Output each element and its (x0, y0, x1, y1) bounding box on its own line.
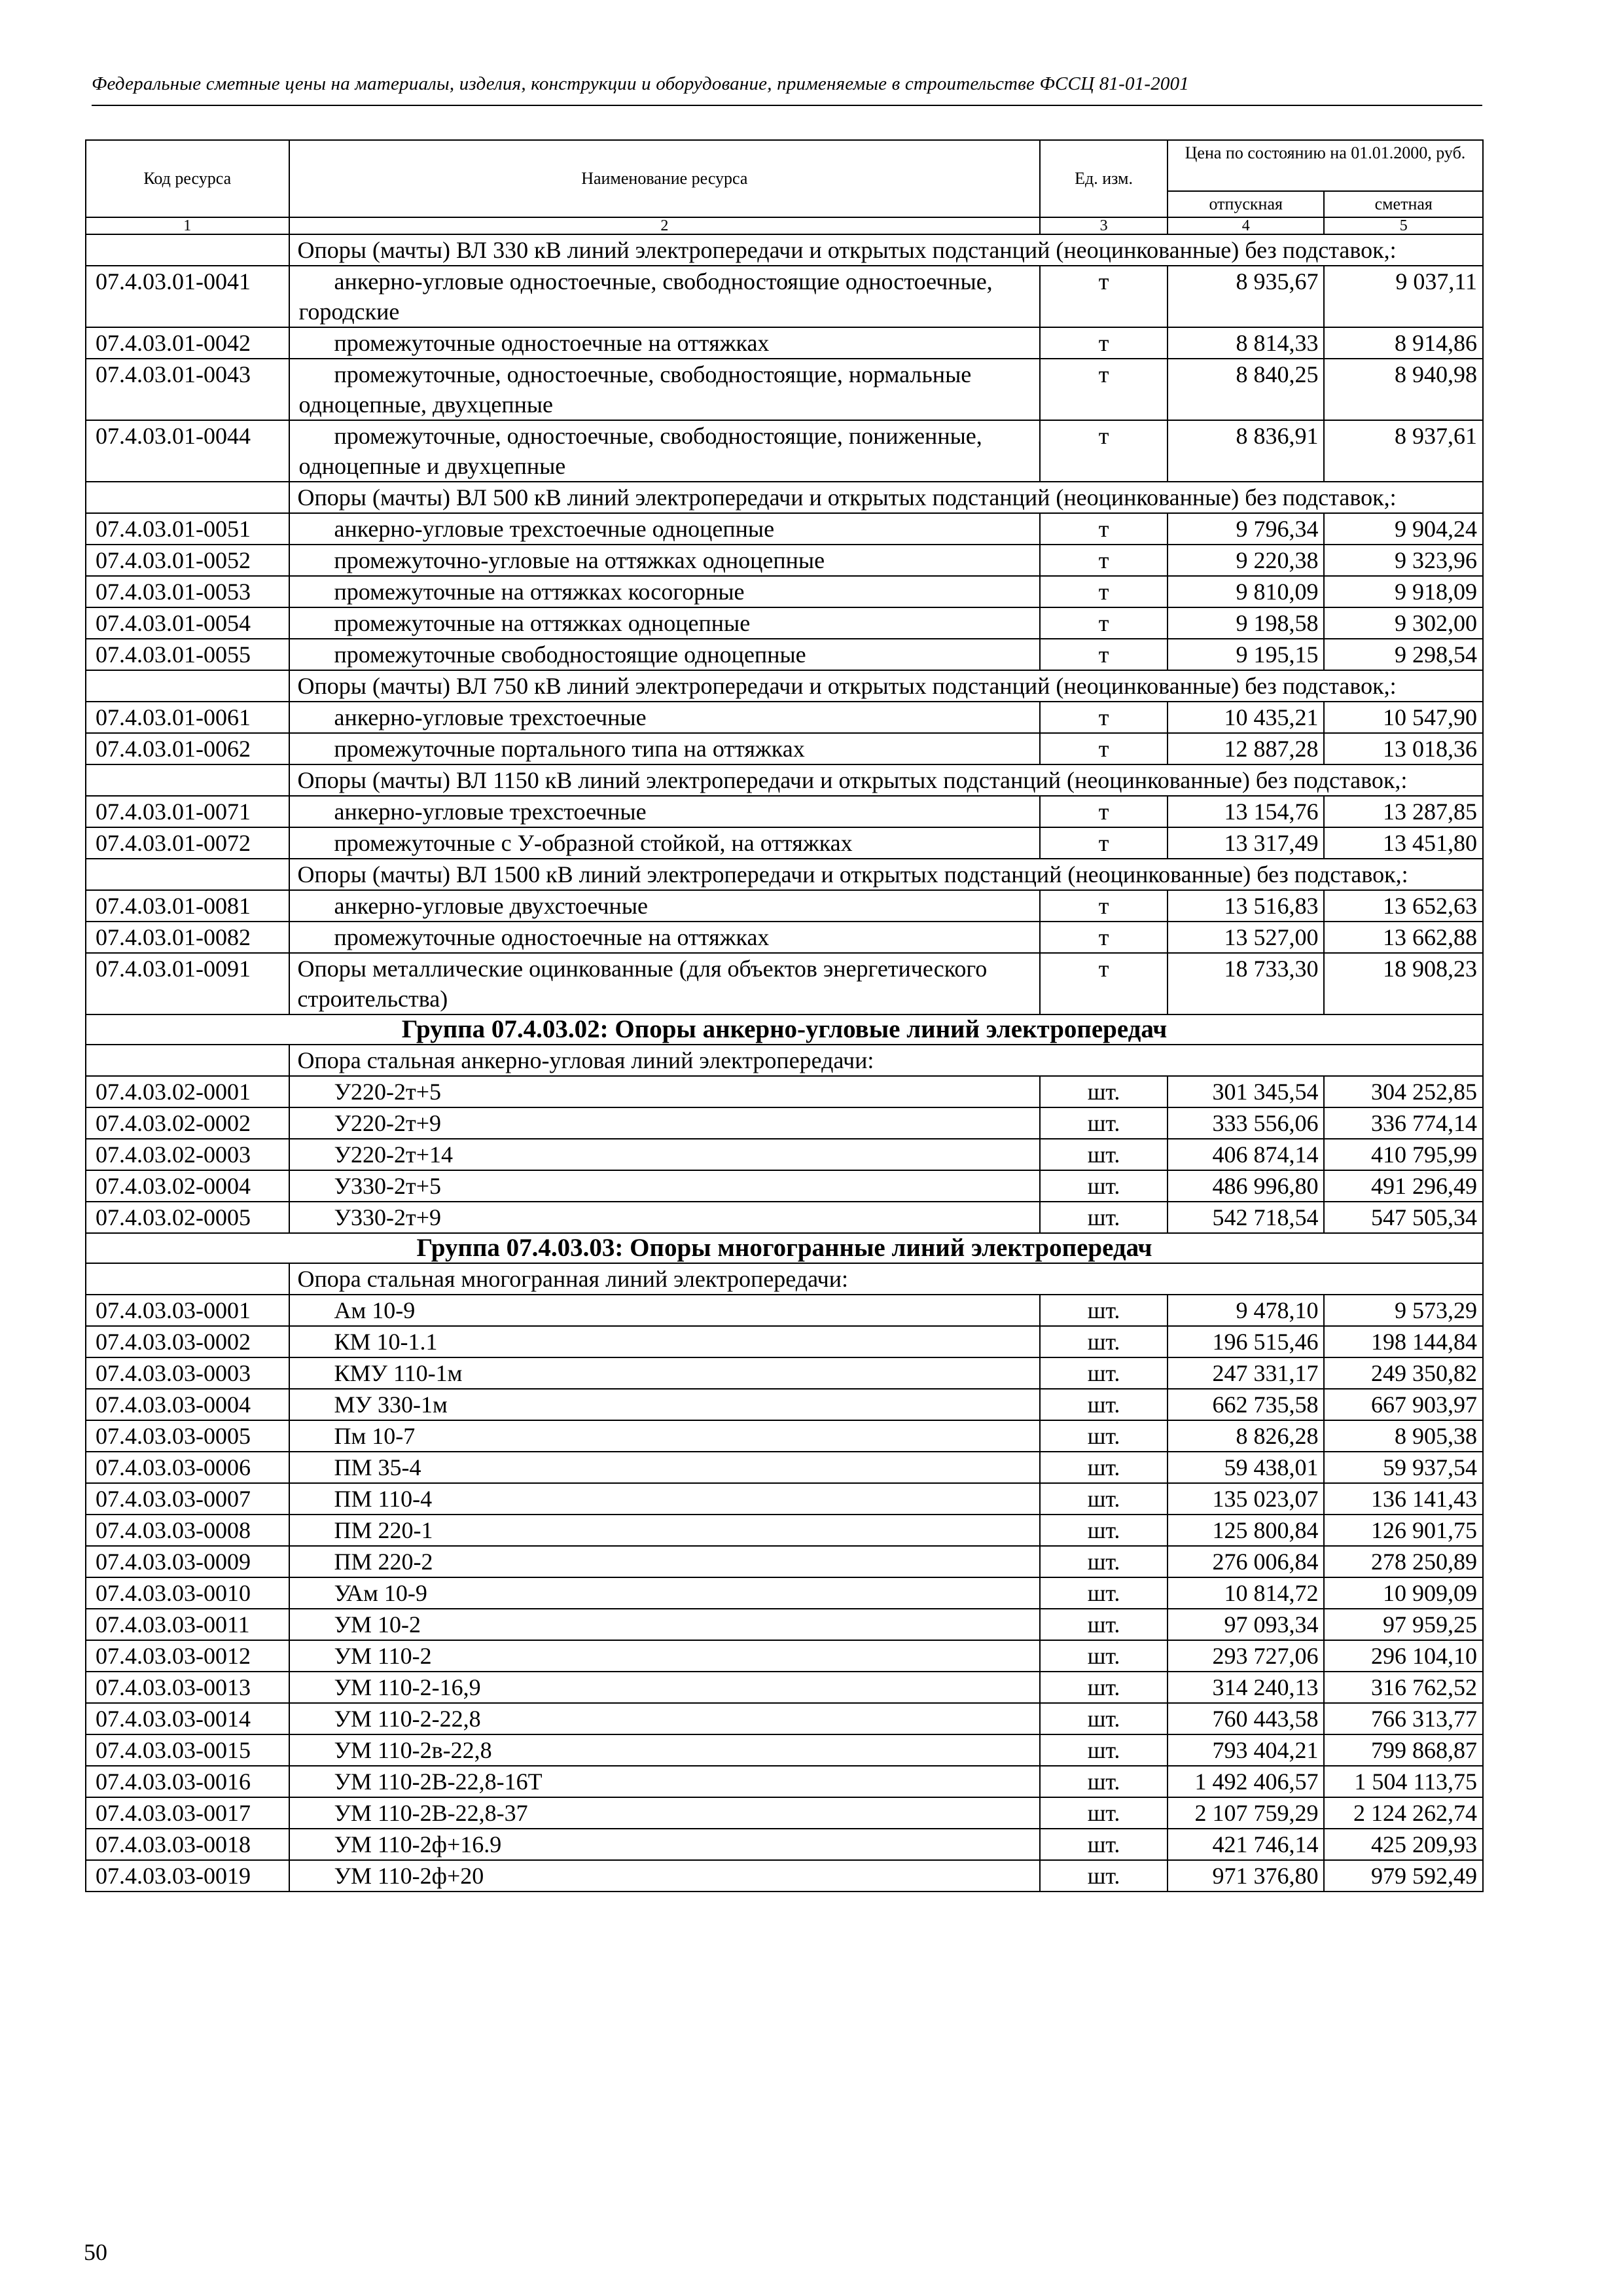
resource-code: 07.4.03.01-0042 (86, 327, 289, 359)
unit-cell: шт. (1040, 1640, 1168, 1672)
price-release: 8 840,25 (1168, 359, 1324, 420)
resource-name: ПМ 35-4 (289, 1452, 1041, 1483)
resource-code: 07.4.03.03-0015 (86, 1734, 289, 1766)
unit-cell: шт. (1040, 1420, 1168, 1452)
unit-cell: шт. (1040, 1076, 1168, 1107)
unit-cell: шт. (1040, 1107, 1168, 1139)
resource-code: 07.4.03.01-0072 (86, 827, 289, 859)
price-release: 486 996,80 (1168, 1170, 1324, 1202)
resource-code: 07.4.03.03-0002 (86, 1326, 289, 1357)
resource-code: 07.4.03.03-0008 (86, 1515, 289, 1546)
price-release: 333 556,06 (1168, 1107, 1324, 1139)
resource-code: 07.4.03.03-0014 (86, 1703, 289, 1734)
resource-name: анкерно-угловые трехстоечные (289, 796, 1041, 827)
price-estimate: 136 141,43 (1324, 1483, 1483, 1515)
price-release: 314 240,13 (1168, 1672, 1324, 1703)
unit-cell: шт. (1040, 1357, 1168, 1389)
code-cell (86, 482, 289, 513)
table-row (86, 922, 1483, 953)
resource-name: У220-2т+5 (289, 1076, 1041, 1107)
table-row (86, 1420, 1483, 1452)
table-row (86, 1107, 1483, 1139)
section-row (86, 670, 1483, 702)
price-estimate: 97 959,25 (1324, 1609, 1483, 1640)
table-row (86, 1672, 1483, 1703)
unit-cell: т (1040, 922, 1168, 953)
resource-name: анкерно-угловые трехстоечные (289, 702, 1041, 733)
table-row (86, 1202, 1483, 1233)
unit-cell: т (1040, 266, 1168, 327)
price-estimate: 126 901,75 (1324, 1515, 1483, 1546)
table-row (86, 420, 1483, 482)
unit-cell: т (1040, 576, 1168, 607)
resource-name: Опоры металлические оцинкованные (для объектов энергетического строительства) (289, 953, 1041, 1014)
resource-name: Ам 10-9 (289, 1295, 1041, 1326)
unit-cell: т (1040, 545, 1168, 576)
price-estimate: 8 914,86 (1324, 327, 1483, 359)
price-release: 10 814,72 (1168, 1577, 1324, 1609)
resource-name: ПМ 220-1 (289, 1515, 1041, 1546)
table-row (86, 1452, 1483, 1483)
resource-name: ПМ 220-2 (289, 1546, 1041, 1577)
table-row (86, 827, 1483, 859)
resource-name: УМ 110-2-16,9 (289, 1672, 1041, 1703)
resource-code: 07.4.03.01-0051 (86, 513, 289, 545)
table-row (86, 796, 1483, 827)
price-release: 793 404,21 (1168, 1734, 1324, 1766)
price-release: 18 733,30 (1168, 953, 1324, 1014)
unit-cell: шт. (1040, 1170, 1168, 1202)
section-title: Опора стальная многогранная линий электропередачи: (289, 1263, 1484, 1295)
section-row (86, 859, 1483, 890)
header-rule (92, 105, 1482, 106)
table-row (86, 702, 1483, 733)
price-estimate: 13 652,63 (1324, 890, 1483, 922)
table-row (86, 1797, 1483, 1829)
resource-name: МУ 330-1м (289, 1389, 1041, 1420)
table-row (86, 327, 1483, 359)
resource-code: 07.4.03.02-0005 (86, 1202, 289, 1233)
price-release: 9 796,34 (1168, 513, 1324, 545)
price-estimate: 296 104,10 (1324, 1640, 1483, 1672)
unit-cell: шт. (1040, 1452, 1168, 1483)
resource-name: У220-2т+9 (289, 1107, 1041, 1139)
code-cell (86, 1263, 289, 1295)
page-number: 50 (84, 2239, 107, 2265)
unit-cell: шт. (1040, 1546, 1168, 1577)
price-estimate: 8 937,61 (1324, 420, 1483, 482)
table-row (86, 1515, 1483, 1546)
unit-cell: шт. (1040, 1672, 1168, 1703)
price-release: 9 198,58 (1168, 607, 1324, 639)
resource-name: УМ 110-2в-22,8 (289, 1734, 1041, 1766)
resource-code: 07.4.03.01-0061 (86, 702, 289, 733)
unit-cell: т (1040, 733, 1168, 764)
table-row (86, 266, 1483, 327)
section-title: Опоры (мачты) ВЛ 1500 кВ линий электропередачи и открытых подстанций (неоцинкованные) без подставок,: (289, 859, 1484, 890)
unit-cell: т (1040, 420, 1168, 482)
price-table (85, 139, 1484, 1892)
resource-code: 07.4.03.03-0005 (86, 1420, 289, 1452)
section-title: Опора стальная анкерно-угловая линий электропередачи: (289, 1045, 1484, 1076)
resource-code: 07.4.03.03-0016 (86, 1766, 289, 1797)
column-number: 3 (1040, 217, 1168, 234)
price-release: 13 317,49 (1168, 827, 1324, 859)
resource-name: УМ 10-2 (289, 1609, 1041, 1640)
resource-name: анкерно-угловые одностоечные, свободностоящие одностоечные, городские (289, 266, 1041, 327)
resource-code: 07.4.03.02-0003 (86, 1139, 289, 1170)
price-estimate: 9 918,09 (1324, 576, 1483, 607)
price-release: 1 492 406,57 (1168, 1766, 1324, 1797)
price-release: 662 735,58 (1168, 1389, 1324, 1420)
resource-name: анкерно-угловые трехстоечные одноцепные (289, 513, 1041, 545)
price-estimate: 9 904,24 (1324, 513, 1483, 545)
price-estimate: 9 298,54 (1324, 639, 1483, 670)
header-price-release: отпускная (1168, 191, 1324, 217)
resource-name: УАм 10-9 (289, 1577, 1041, 1609)
unit-cell: т (1040, 327, 1168, 359)
resource-name: промежуточные, одностоечные, свободностоящие, пониженные, одноцепные и двухцепные (289, 420, 1041, 482)
unit-cell: шт. (1040, 1577, 1168, 1609)
resource-code: 07.4.03.01-0071 (86, 796, 289, 827)
price-release: 196 515,46 (1168, 1326, 1324, 1357)
price-estimate: 667 903,97 (1324, 1389, 1483, 1420)
resource-code: 07.4.03.01-0062 (86, 733, 289, 764)
table-row (86, 1577, 1483, 1609)
resource-name: промежуточные, одностоечные, свободностоящие, нормальные одноцепные, двухцепные (289, 359, 1041, 420)
table-row (86, 513, 1483, 545)
price-estimate: 766 313,77 (1324, 1703, 1483, 1734)
unit-cell: т (1040, 827, 1168, 859)
column-number: 1 (86, 217, 289, 234)
table-row (86, 1483, 1483, 1515)
resource-name: анкерно-угловые двухстоечные (289, 890, 1041, 922)
unit-cell: шт. (1040, 1797, 1168, 1829)
unit-cell: шт. (1040, 1734, 1168, 1766)
section-row (86, 1263, 1483, 1295)
resource-name: промежуточные одностоечные на оттяжках (289, 922, 1041, 953)
header-unit: Ед. изм. (1040, 140, 1168, 217)
price-release: 9 810,09 (1168, 576, 1324, 607)
price-estimate: 278 250,89 (1324, 1546, 1483, 1577)
price-estimate: 13 662,88 (1324, 922, 1483, 953)
resource-code: 07.4.03.01-0055 (86, 639, 289, 670)
price-release: 8 935,67 (1168, 266, 1324, 327)
price-release: 8 826,28 (1168, 1420, 1324, 1452)
unit-cell: т (1040, 890, 1168, 922)
price-estimate: 13 287,85 (1324, 796, 1483, 827)
column-number: 2 (289, 217, 1041, 234)
resource-code: 07.4.03.03-0006 (86, 1452, 289, 1483)
price-estimate: 9 323,96 (1324, 545, 1483, 576)
code-cell (86, 1045, 289, 1076)
unit-cell: т (1040, 639, 1168, 670)
resource-code: 07.4.03.03-0013 (86, 1672, 289, 1703)
group-heading-row (86, 1233, 1483, 1263)
resource-name: промежуточные портального типа на оттяжках (289, 733, 1041, 764)
header-price-estimate: сметная (1324, 191, 1483, 217)
table-row (86, 1295, 1483, 1326)
unit-cell: т (1040, 359, 1168, 420)
section-row (86, 1045, 1483, 1076)
resource-name: промежуточные с У-образной стойкой, на оттяжках (289, 827, 1041, 859)
section-title: Опоры (мачты) ВЛ 500 кВ линий электропередачи и открытых подстанций (неоцинкованные) без подставок,: (289, 482, 1484, 513)
code-cell (86, 670, 289, 702)
resource-code: 07.4.03.03-0001 (86, 1295, 289, 1326)
table-row (86, 1829, 1483, 1860)
price-release: 10 435,21 (1168, 702, 1324, 733)
table-row (86, 1326, 1483, 1357)
resource-code: 07.4.03.01-0052 (86, 545, 289, 576)
group-title: Группа 07.4.03.03: Опоры многогранные линий электропередач (86, 1233, 1483, 1263)
price-release: 406 874,14 (1168, 1139, 1324, 1170)
code-cell (86, 234, 289, 266)
resource-name: промежуточные одностоечные на оттяжках (289, 327, 1041, 359)
header-price: Цена по состоянию на 01.01.2000, руб. (1168, 140, 1483, 191)
resource-code: 07.4.03.03-0011 (86, 1609, 289, 1640)
resource-name: промежуточные свободностоящие одноцепные (289, 639, 1041, 670)
price-estimate: 979 592,49 (1324, 1860, 1483, 1892)
price-release: 135 023,07 (1168, 1483, 1324, 1515)
price-release: 13 527,00 (1168, 922, 1324, 953)
price-estimate: 10 909,09 (1324, 1577, 1483, 1609)
unit-cell: шт. (1040, 1515, 1168, 1546)
unit-cell: шт. (1040, 1609, 1168, 1640)
resource-name: У330-2т+9 (289, 1202, 1041, 1233)
table-row (86, 1703, 1483, 1734)
resource-code: 07.4.03.03-0019 (86, 1860, 289, 1892)
resource-name: У330-2т+5 (289, 1170, 1041, 1202)
resource-code: 07.4.03.03-0018 (86, 1829, 289, 1860)
resource-name: УМ 110-2 (289, 1640, 1041, 1672)
resource-name: УМ 110-2В-22,8-16Т (289, 1766, 1041, 1797)
price-release: 9 220,38 (1168, 545, 1324, 576)
code-cell (86, 859, 289, 890)
unit-cell: шт. (1040, 1326, 1168, 1357)
price-estimate: 249 350,82 (1324, 1357, 1483, 1389)
resource-code: 07.4.03.01-0091 (86, 953, 289, 1014)
table-row (86, 1609, 1483, 1640)
group-heading-row (86, 1014, 1483, 1045)
resource-code: 07.4.03.03-0012 (86, 1640, 289, 1672)
table-row (86, 733, 1483, 764)
unit-cell: т (1040, 702, 1168, 733)
table-row (86, 1170, 1483, 1202)
price-estimate: 59 937,54 (1324, 1452, 1483, 1483)
price-estimate: 13 018,36 (1324, 733, 1483, 764)
price-release: 293 727,06 (1168, 1640, 1324, 1672)
resource-name: промежуточные на оттяжках косогорные (289, 576, 1041, 607)
price-release: 421 746,14 (1168, 1829, 1324, 1860)
table-row (86, 1389, 1483, 1420)
price-release: 125 800,84 (1168, 1515, 1324, 1546)
unit-cell: шт. (1040, 1483, 1168, 1515)
table-row (86, 1546, 1483, 1577)
resource-name: промежуточные на оттяжках одноцепные (289, 607, 1041, 639)
resource-code: 07.4.03.02-0002 (86, 1107, 289, 1139)
table-row (86, 545, 1483, 576)
section-row (86, 482, 1483, 513)
price-release: 971 376,80 (1168, 1860, 1324, 1892)
price-estimate: 10 547,90 (1324, 702, 1483, 733)
resource-name: ПМ 110-4 (289, 1483, 1041, 1515)
price-estimate: 18 908,23 (1324, 953, 1483, 1014)
section-row (86, 234, 1483, 266)
unit-cell: шт. (1040, 1295, 1168, 1326)
group-title: Группа 07.4.03.02: Опоры анкерно-угловые линий электропередач (86, 1014, 1483, 1045)
column-number: 5 (1324, 217, 1483, 234)
price-estimate: 9 302,00 (1324, 607, 1483, 639)
price-estimate: 8 940,98 (1324, 359, 1483, 420)
price-release: 542 718,54 (1168, 1202, 1324, 1233)
unit-cell: т (1040, 513, 1168, 545)
resource-name: УМ 110-2ф+16.9 (289, 1829, 1041, 1860)
table-row (86, 607, 1483, 639)
price-estimate: 13 451,80 (1324, 827, 1483, 859)
running-title: Федеральные сметные цены на материалы, изделия, конструкции и оборудование, применяемые в строительстве ФССЦ 81-01-2001 (92, 73, 1190, 94)
price-estimate: 547 505,34 (1324, 1202, 1483, 1233)
unit-cell: шт. (1040, 1829, 1168, 1860)
price-estimate: 316 762,52 (1324, 1672, 1483, 1703)
resource-code: 07.4.03.01-0041 (86, 266, 289, 327)
price-estimate: 304 252,85 (1324, 1076, 1483, 1107)
unit-cell: шт. (1040, 1389, 1168, 1420)
price-release: 760 443,58 (1168, 1703, 1324, 1734)
price-estimate: 491 296,49 (1324, 1170, 1483, 1202)
resource-code: 07.4.03.01-0043 (86, 359, 289, 420)
price-release: 13 154,76 (1168, 796, 1324, 827)
table-row (86, 1076, 1483, 1107)
table-row (86, 1640, 1483, 1672)
price-estimate: 799 868,87 (1324, 1734, 1483, 1766)
unit-cell: шт. (1040, 1202, 1168, 1233)
price-release: 247 331,17 (1168, 1357, 1324, 1389)
resource-name: УМ 110-2В-22,8-37 (289, 1797, 1041, 1829)
unit-cell: т (1040, 607, 1168, 639)
price-estimate: 2 124 262,74 (1324, 1797, 1483, 1829)
price-release: 2 107 759,29 (1168, 1797, 1324, 1829)
price-release: 9 195,15 (1168, 639, 1324, 670)
resource-code: 07.4.03.02-0001 (86, 1076, 289, 1107)
price-release: 276 006,84 (1168, 1546, 1324, 1577)
resource-code: 07.4.03.01-0044 (86, 420, 289, 482)
section-title: Опоры (мачты) ВЛ 750 кВ линий электропередачи и открытых подстанций (неоцинкованные) без подставок,: (289, 670, 1484, 702)
price-estimate: 336 774,14 (1324, 1107, 1483, 1139)
price-estimate: 1 504 113,75 (1324, 1766, 1483, 1797)
resource-name: промежуточно-угловые на оттяжках одноцепные (289, 545, 1041, 576)
price-release: 12 887,28 (1168, 733, 1324, 764)
resource-name: УМ 110-2-22,8 (289, 1703, 1041, 1734)
price-estimate: 198 144,84 (1324, 1326, 1483, 1357)
resource-name: У220-2т+14 (289, 1139, 1041, 1170)
price-release: 8 836,91 (1168, 420, 1324, 482)
unit-cell: шт. (1040, 1766, 1168, 1797)
resource-code: 07.4.03.03-0010 (86, 1577, 289, 1609)
price-release: 8 814,33 (1168, 327, 1324, 359)
price-release: 59 438,01 (1168, 1452, 1324, 1483)
unit-cell: т (1040, 796, 1168, 827)
resource-name: КМ 10-1.1 (289, 1326, 1041, 1357)
resource-code: 07.4.03.03-0007 (86, 1483, 289, 1515)
section-title: Опоры (мачты) ВЛ 330 кВ линий электропередачи и открытых подстанций (неоцинкованные) без подставок,: (289, 234, 1484, 266)
header-name: Наименование ресурса (289, 140, 1041, 217)
table-row (86, 1357, 1483, 1389)
price-release: 9 478,10 (1168, 1295, 1324, 1326)
table-row (86, 890, 1483, 922)
resource-name: УМ 110-2ф+20 (289, 1860, 1041, 1892)
price-estimate: 425 209,93 (1324, 1829, 1483, 1860)
unit-cell: шт. (1040, 1703, 1168, 1734)
table-row (86, 639, 1483, 670)
resource-code: 07.4.03.02-0004 (86, 1170, 289, 1202)
unit-cell: т (1040, 953, 1168, 1014)
table-row (86, 1766, 1483, 1797)
resource-code: 07.4.03.01-0081 (86, 890, 289, 922)
table-row (86, 1139, 1483, 1170)
price-release: 13 516,83 (1168, 890, 1324, 922)
code-cell (86, 764, 289, 796)
column-number: 4 (1168, 217, 1324, 234)
table-row (86, 953, 1483, 1014)
price-estimate: 9 573,29 (1324, 1295, 1483, 1326)
resource-code: 07.4.03.03-0017 (86, 1797, 289, 1829)
unit-cell: шт. (1040, 1860, 1168, 1892)
resource-code: 07.4.03.03-0009 (86, 1546, 289, 1577)
resource-code: 07.4.03.01-0082 (86, 922, 289, 953)
price-estimate: 410 795,99 (1324, 1139, 1483, 1170)
resource-name: Пм 10-7 (289, 1420, 1041, 1452)
section-title: Опоры (мачты) ВЛ 1150 кВ линий электропередачи и открытых подстанций (неоцинкованные) без подставок,: (289, 764, 1484, 796)
table-row (86, 359, 1483, 420)
resource-code: 07.4.03.01-0053 (86, 576, 289, 607)
table-row (86, 1860, 1483, 1892)
resource-code: 07.4.03.01-0054 (86, 607, 289, 639)
resource-code: 07.4.03.03-0004 (86, 1389, 289, 1420)
price-estimate: 9 037,11 (1324, 266, 1483, 327)
table-body (86, 234, 1483, 1892)
table-row (86, 1734, 1483, 1766)
table-row (86, 576, 1483, 607)
unit-cell: шт. (1040, 1139, 1168, 1170)
section-row (86, 764, 1483, 796)
price-release: 301 345,54 (1168, 1076, 1324, 1107)
header-code: Код ресурса (86, 140, 289, 217)
resource-code: 07.4.03.03-0003 (86, 1357, 289, 1389)
price-release: 97 093,34 (1168, 1609, 1324, 1640)
price-estimate: 8 905,38 (1324, 1420, 1483, 1452)
resource-name: КМУ 110-1м (289, 1357, 1041, 1389)
